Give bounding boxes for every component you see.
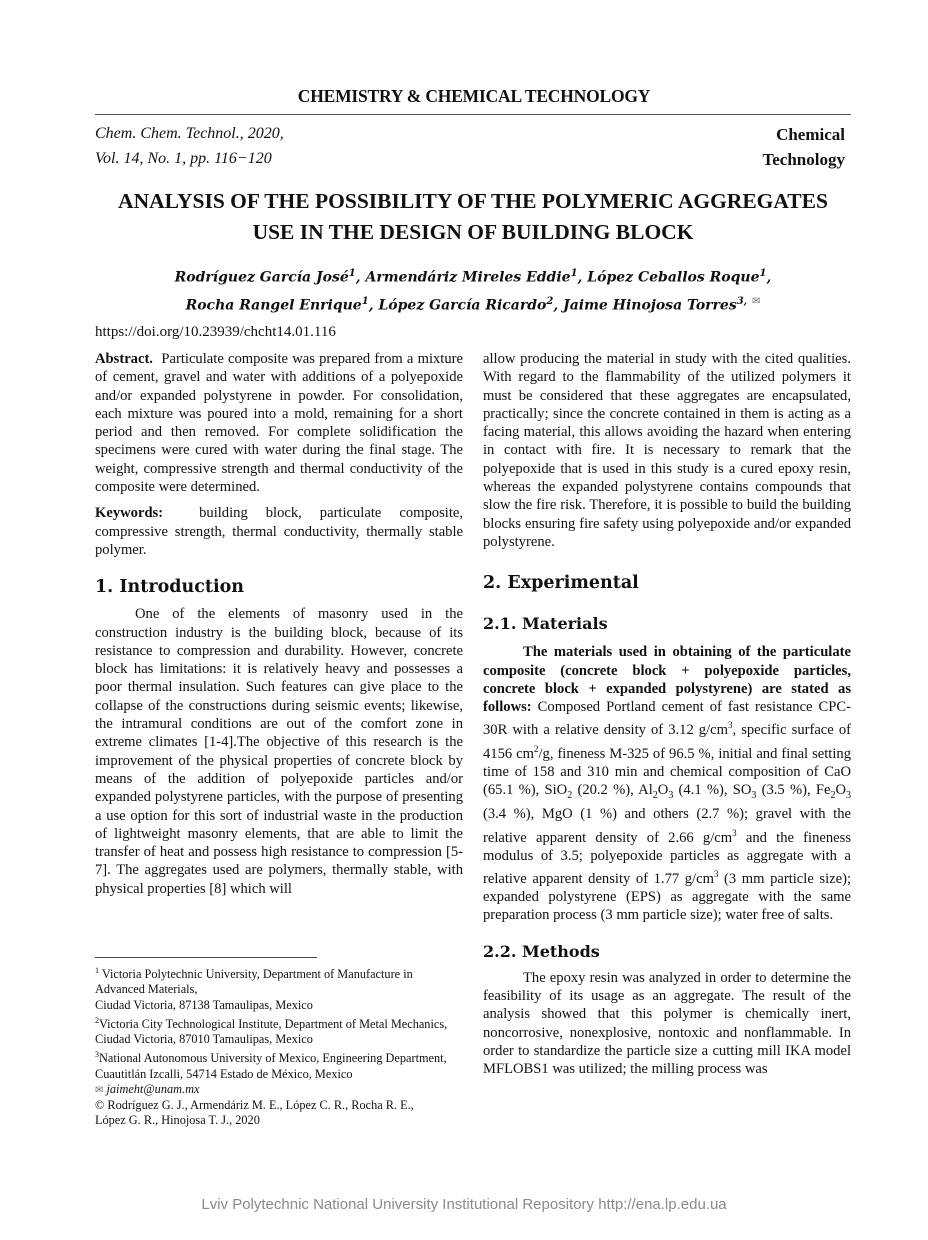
- text-run: O: [657, 782, 669, 799]
- doi-link[interactable]: https://doi.org/10.23939/chcht14.01.116: [95, 324, 336, 340]
- section-heading-introduction: 1. Introduction: [95, 577, 244, 598]
- superscript: 3: [713, 869, 719, 880]
- affiliation-mark: 1: [759, 268, 767, 279]
- text-run: (20.2 %), Al: [572, 782, 653, 799]
- materials-bold-intro: The materials used in obtaining of the particulate composite (concrete block + polyepoxide particles, concrete block + expanded polystyrene) are stated as follows:: [483, 644, 851, 716]
- affiliation-text: Victoria Polytechnic University, Department of Manufacture in Advanced Materials,: [95, 967, 413, 997]
- affiliation-mark: 1: [348, 268, 356, 279]
- section-label-line-1: Chemical: [776, 125, 845, 144]
- introduction-continuation: allow producing the material in study with the cited qualities. With regard to the flammability of the utilized polymers it must be considered that these aggregates are encapsulated, practically; since the concrete contained in them is acting as a facing material, this allows avoiding the hazard when entering in contact with fire. It is necessary to remark that the polyepoxide that is used in this study is a cured epoxy resin, whereas the expanded polystyrene contains compounds that slow the fire risk. Therefore, it is possible to build the building blocks ensuring fire safety using polyepoxide and/or expanded polystyrene.: [483, 351, 851, 550]
- separator: ,: [553, 297, 564, 314]
- author-line-1: [90, 262, 856, 290]
- author: Jaime Hinojosa Torres: [563, 297, 737, 314]
- author: López García Ricardo: [378, 297, 547, 314]
- affiliation-2: [95, 1013, 463, 1032]
- citation-line-2: Vol. 14, No. 1, pp. 116−120: [95, 150, 272, 167]
- affiliation-2-address: Ciudad Victoria, 87010 Tamaulipas, Mexico: [95, 1032, 313, 1046]
- footnote-mark: 2: [95, 1015, 99, 1025]
- text-run: (3 mm particle size); expanded polystyrene (EPS) as aggregate with the same preparation process (3 mm particle size); water free of salts.: [483, 870, 852, 924]
- text-run: (4.1 %), SO: [673, 782, 752, 799]
- subscript: 2: [830, 789, 836, 801]
- affiliation-1-address: Ciudad Victoria, 87138 Tamaulipas, Mexico: [95, 997, 313, 1012]
- affiliation-mark: 1: [570, 268, 578, 279]
- corresponding-email: [95, 1082, 463, 1098]
- section-label-line-2: Technology: [762, 150, 845, 169]
- separator: ,: [577, 269, 588, 286]
- subsection-heading-methods: 2.2. Methods: [483, 941, 600, 961]
- separator: ,: [355, 269, 366, 286]
- separator: ,: [766, 269, 772, 286]
- affiliation-mark: 3,: [736, 295, 748, 307]
- repository-footer: Lviv Polytechnic National University Institutional Repository http://ena.lp.edu.ua: [201, 1196, 727, 1213]
- author: López Ceballos Roque: [587, 269, 760, 286]
- affiliation-text: Victoria City Technological Institute, Department of Metal Mechanics,: [99, 1016, 448, 1031]
- subscript: 3: [846, 789, 851, 801]
- footnote-mark: 1: [95, 966, 99, 975]
- author-line-2: [90, 290, 856, 318]
- journal-name: CHEMISTRY & CHEMICAL TECHNOLOGY: [297, 86, 651, 106]
- affiliation-3-address: Cuautitlán Izcalli, 54714 Estado de México, Mexico: [95, 1066, 353, 1081]
- affiliation-1: [95, 963, 463, 998]
- text-run: (3.5 %), Fe: [756, 782, 831, 799]
- subsection-heading-materials: 2.1. Materials: [483, 614, 608, 634]
- footnotes: [95, 963, 463, 1128]
- email-link[interactable]: jaimeht@unam.mx: [106, 1081, 200, 1096]
- materials-text: [483, 643, 851, 925]
- text-run: O: [835, 782, 846, 799]
- citation-line-1: Chem. Chem. Technol., 2020,: [95, 125, 284, 142]
- affiliation-3: [95, 1047, 463, 1066]
- footnote-rule: [95, 957, 317, 958]
- copyright-line-2: López G. R., Hinojosa T. J., 2020: [95, 1113, 260, 1128]
- subscript: 2: [567, 789, 573, 801]
- section-heading-experimental: 2. Experimental: [483, 573, 639, 594]
- abstract: [95, 350, 463, 496]
- copyright-line-1: © Rodríguez G. J., Armendáriz M. E., López C. R., Rocha R. E.,: [95, 1097, 414, 1112]
- affiliation-text: National Autonomous University of Mexico, Engineering Department,: [99, 1051, 447, 1066]
- affiliation-mark: 2: [546, 295, 554, 307]
- subscript: 3: [751, 789, 757, 801]
- author: Armendáriz Mireles Eddie: [365, 269, 571, 286]
- methods-text: The epoxy resin was analyzed in order to determine the feasibility of its usage as an aggregate. The result of the analysis showed that this polymer is chemically inert, noncorrosive, nonexplosive, nontoxic and nonflammable. In order to standardize the particle size a cutting mill IKA model MFLOBS1 was utilized; the milling process was: [483, 969, 851, 1078]
- superscript: 2: [533, 743, 539, 754]
- header-rule: [95, 114, 851, 115]
- separator: ,: [368, 297, 379, 314]
- envelope-icon: ✉: [95, 1084, 104, 1096]
- keywords: [95, 504, 463, 559]
- right-column: [483, 350, 851, 1079]
- keywords-label: Keywords:: [95, 505, 164, 522]
- text-run: , specific surface of 4156 cm: [483, 722, 851, 762]
- text-run: Composed Portland cement of fast resistance CPC-30R with a relative density of 3.12 g/cm: [483, 699, 851, 739]
- abstract-text: Particulate composite was prepared from a mixture of cement, gravel and water with additions of a polyepoxide and/or expanded polystyrene in powder. For consolidation, each mixture was poured into a mold, remaining for a short period and then removed. For complete solidification the specimens were cured with water during the final stage. The weight, compressive strength and thermal conductivity of the composite were determined.: [95, 351, 463, 496]
- left-column: [95, 350, 463, 898]
- author: Rocha Rangel Enrique: [185, 297, 362, 314]
- author-list: [90, 262, 856, 317]
- article-title: [90, 186, 856, 248]
- affiliation-mark: 1: [361, 295, 369, 307]
- title-line-1: ANALYSIS OF THE POSSIBILITY OF THE POLYMERIC AGGREGATES: [118, 189, 828, 213]
- footnote-mark: 3: [95, 1050, 99, 1060]
- subscript: 3: [668, 789, 674, 801]
- superscript: 3: [732, 827, 737, 838]
- subscript: 2: [652, 789, 658, 801]
- text-run: and the fineness modulus of 3.5; polyepoxide particles as aggregate with a relative apparent density of 1.77 g/cm: [483, 829, 852, 887]
- envelope-icon: ✉: [752, 295, 761, 307]
- title-line-2: USE IN THE DESIGN OF BUILDING BLOCK: [252, 220, 694, 244]
- text-run: /g, fineness M-325 of 96.5 %, initial and final setting time of 158 and 310 min and chemical composition of CaO (65.1 %), SiO: [483, 745, 851, 799]
- superscript: 3: [727, 720, 733, 731]
- abstract-label: Abstract.: [95, 351, 153, 367]
- introduction-text: One of the elements of masonry used in the construction industry is the building block, because of its resistance to compression and durability. However, concrete block has limitations: it is relatively heavy and possesses a poor thermal insulation. Such features can give place to the collapse of the constructions during seismic events; likewise, the intramural conditions are out of the comfort zone in extreme climates [1-4].The objective of this research is the improvement of the physical properties of concrete block by means of the addition of polyepoxide particles and/or expanded polystyrene particles, with the purpose of presenting a use option for this sort of industrial waste in the production of lightweight masonry elements, that are able to limit the transfer of heat and possess high resistance to compression [5-7]. The aggregates used are polymers, thermally stable, with physical properties [8] which will: [95, 606, 463, 897]
- keywords-text: building block, particulate composite, compressive strength, thermal conductivity, thermally stable polymer.: [95, 505, 463, 558]
- text-run: (3.4 %), MgO (1 %) and others (2.7 %); gravel with the relative apparent density of 2.66 g/cm: [483, 806, 851, 846]
- author: Rodríguez García José: [174, 269, 349, 286]
